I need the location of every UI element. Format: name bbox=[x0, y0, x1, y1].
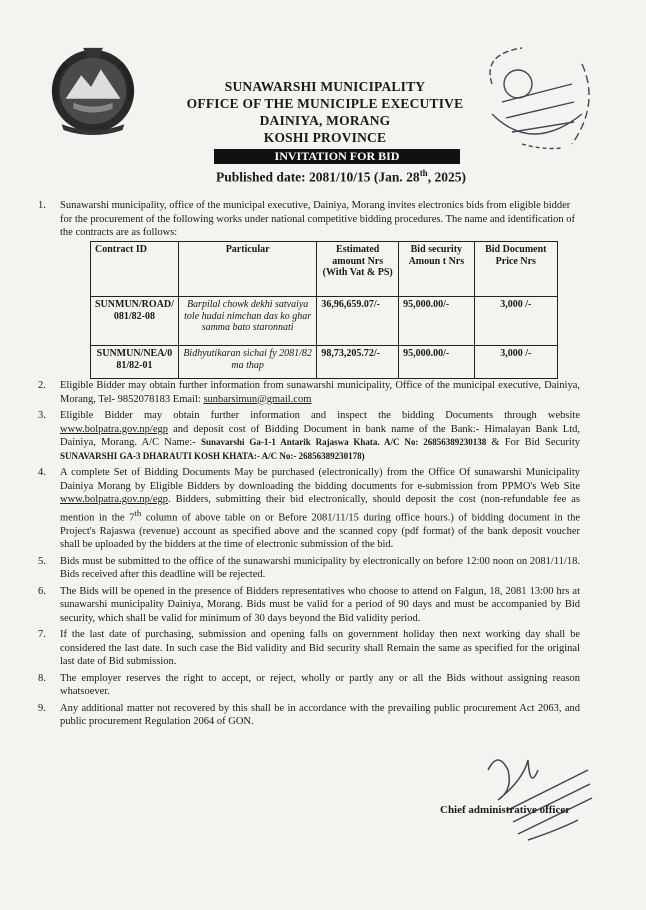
municipality-name: SUNAWARSHI MUNICIPALITY bbox=[224, 79, 426, 94]
clause-number: 5. bbox=[38, 555, 46, 567]
clause-item: 7. If the last date of purchasing, submission and opening falls on government holiday then next working day shall be considered the last date. In such case the Bid validity and Bid security shall Remain the same as specified for the original last date of Bid submission. bbox=[38, 629, 580, 667]
office-name: OFFICE OF THE MUNICIPLE EXECUTIVE bbox=[186, 96, 464, 111]
intro-paragraph bbox=[38, 199, 580, 240]
revenue-account: Sunavarshi Ga-1-1 Antarik Rajaswa Khata. A/C No: 26856389230138 bbox=[201, 437, 487, 447]
clause-item: 8. The employer reserves the right to accept, or reject, wholly or partly any or all the Bids without assigning reason whatsoever. bbox=[38, 672, 580, 697]
column-header: Bid Document Price Nrs bbox=[474, 242, 557, 297]
estimated-amount: 98,73,205.72/- bbox=[317, 346, 399, 379]
particular: Bidhyutikaran sichai fy 2081/82 ma thap bbox=[178, 346, 316, 379]
contracts-table bbox=[90, 241, 558, 379]
document-price: 3,000 /- bbox=[474, 346, 557, 379]
clause-item: 5. Bids must be submitted to the office of the sunawarshi municipality by electronically on before 12:00 noon on 2081/11/18. Bids received after this deadline will be rejected. bbox=[38, 555, 580, 580]
column-header: Contract ID bbox=[91, 242, 179, 297]
bid-security: 95,000.00/- bbox=[399, 346, 475, 379]
clause-item: 3. Eligible Bidder may obtain further information and inspect the bidding Documents through website www.bolpatra.gov.np/egp and deposit cost of Bidding Document in bank name of the Bank:- Himalayan Bank Ltd, Dainiya, Morang. A/C Name:- Sunavarshi Ga-1-1 Antarik Rajaswa Khata. A/C No: 26856389230138 & For Bid Security SUNAVARSHI GA-3 DHARAUTI KOSH KHATA:- A/C No:- 26856389230178) bbox=[38, 410, 580, 461]
contract-id: SUNMUN/ROAD/ 081/82-08 bbox=[91, 297, 179, 346]
bid-security: 95,000.00/- bbox=[399, 297, 475, 346]
column-header: Particular bbox=[178, 242, 316, 297]
office-location: DAINIYA, MORANG bbox=[259, 113, 391, 128]
intro-text: Sunawarshi municipality, office of the municipal executive, Dainiya, Morang invites electronics bids from eligible bidder for the procurement of the following works under national competitive bidding procedures. The name and identification of the contracts are as follows: bbox=[60, 200, 576, 238]
particular: Barpilal chowk dekhi satvaiya tole hudai nimchan das ko ghar samma bato staronnati bbox=[178, 297, 316, 346]
clause-number: 7. bbox=[38, 629, 46, 640]
clause-number: 6. bbox=[38, 585, 46, 597]
column-header: Bid security Amoun t Nrs bbox=[399, 242, 475, 297]
nepal-emblem-icon bbox=[44, 40, 142, 138]
contract-id: SUNMUN/NEA/0 81/82-01 bbox=[91, 346, 179, 379]
clause-number: 2. bbox=[38, 380, 46, 391]
clause-number: 9. bbox=[38, 702, 46, 714]
clause-item: 2. Eligible Bidder may obtain further information from sunawarshi municipality, Office of the municipal executive, Dainiya, Morang, Tel- 9852078183 Email: sunbarsimun@gmail.com bbox=[38, 380, 580, 405]
estimated-amount: 36,96,659.07/- bbox=[317, 297, 399, 346]
clause-number: 3. bbox=[38, 410, 46, 421]
clause-number: 1. bbox=[38, 200, 46, 211]
officer-title: Chief administrative officer bbox=[440, 804, 571, 816]
table-row bbox=[91, 297, 558, 346]
clause-list bbox=[38, 379, 580, 732]
invitation-banner: INVITATION FOR BID bbox=[214, 149, 460, 164]
letterhead bbox=[170, 78, 480, 146]
document-price: 3,000 /- bbox=[474, 297, 557, 346]
table-header-row bbox=[91, 242, 558, 297]
province-name: KOSHI PROVINCE bbox=[263, 130, 387, 145]
security-account: SUNAVARSHI GA-3 DHARAUTI KOSH KHATA:- A/C No:- 26856389230178) bbox=[60, 450, 365, 461]
clause-number: 4. bbox=[38, 467, 46, 478]
table-row bbox=[91, 346, 558, 379]
website-link[interactable]: www.bolpatra.gov.np/egp bbox=[60, 423, 168, 435]
column-header: Estimated amount Nrs (With Vat & PS) bbox=[317, 242, 399, 297]
clause-item: 9. Any additional matter not recovered by this shall be in accordance with the prevailing public procurement Act 2063, and public procurement Regulation 2064 of GON. bbox=[38, 702, 580, 727]
website-link[interactable]: www.bolpatra.gov.np/egp bbox=[60, 494, 168, 505]
office-seal-icon bbox=[462, 44, 602, 164]
published-date: Published date: 2081/10/15 (Jan. 28th, 2025) bbox=[216, 168, 466, 185]
email-link[interactable]: sunbarsimun@gmail.com bbox=[203, 393, 312, 405]
clause-item: 6. The Bids will be opened in the presence of Bidders representatives who choose to attend on Falgun, 18, 2081 13:00 hrs at sunawarshi municipality Dainiya, Morang. Bids must be valid for a period of 90 days and must be accompanied by Bid security, which shall be valid for minimum of 30 days beyond the Bid validity period. bbox=[38, 585, 580, 624]
clause-item: 4. A complete Set of Bidding Documents May be purchased (electronically) from the Office Of sunawarshi Municipality Dainiya Morang by Eligible Bidders by downloading the bidding documents for e-submission from PPMO's Web Site www.bolpatra.gov.np/egp. Bidders, submitting their bid electronically, should deposit the cost (non-refundable fee as mention in the 7th column of above table on or Before 2081/11/15 during office hours.) of bidding document in the Project's Rajaswa (revenue) account as specified above and the scanned copy (pdf format) of the bank deposit voucher shall be uploaded by the bidders at the time of electronic submission of the bid. bbox=[38, 467, 580, 550]
clause-number: 8. bbox=[38, 672, 46, 684]
signature-stamp-icon bbox=[468, 750, 598, 845]
